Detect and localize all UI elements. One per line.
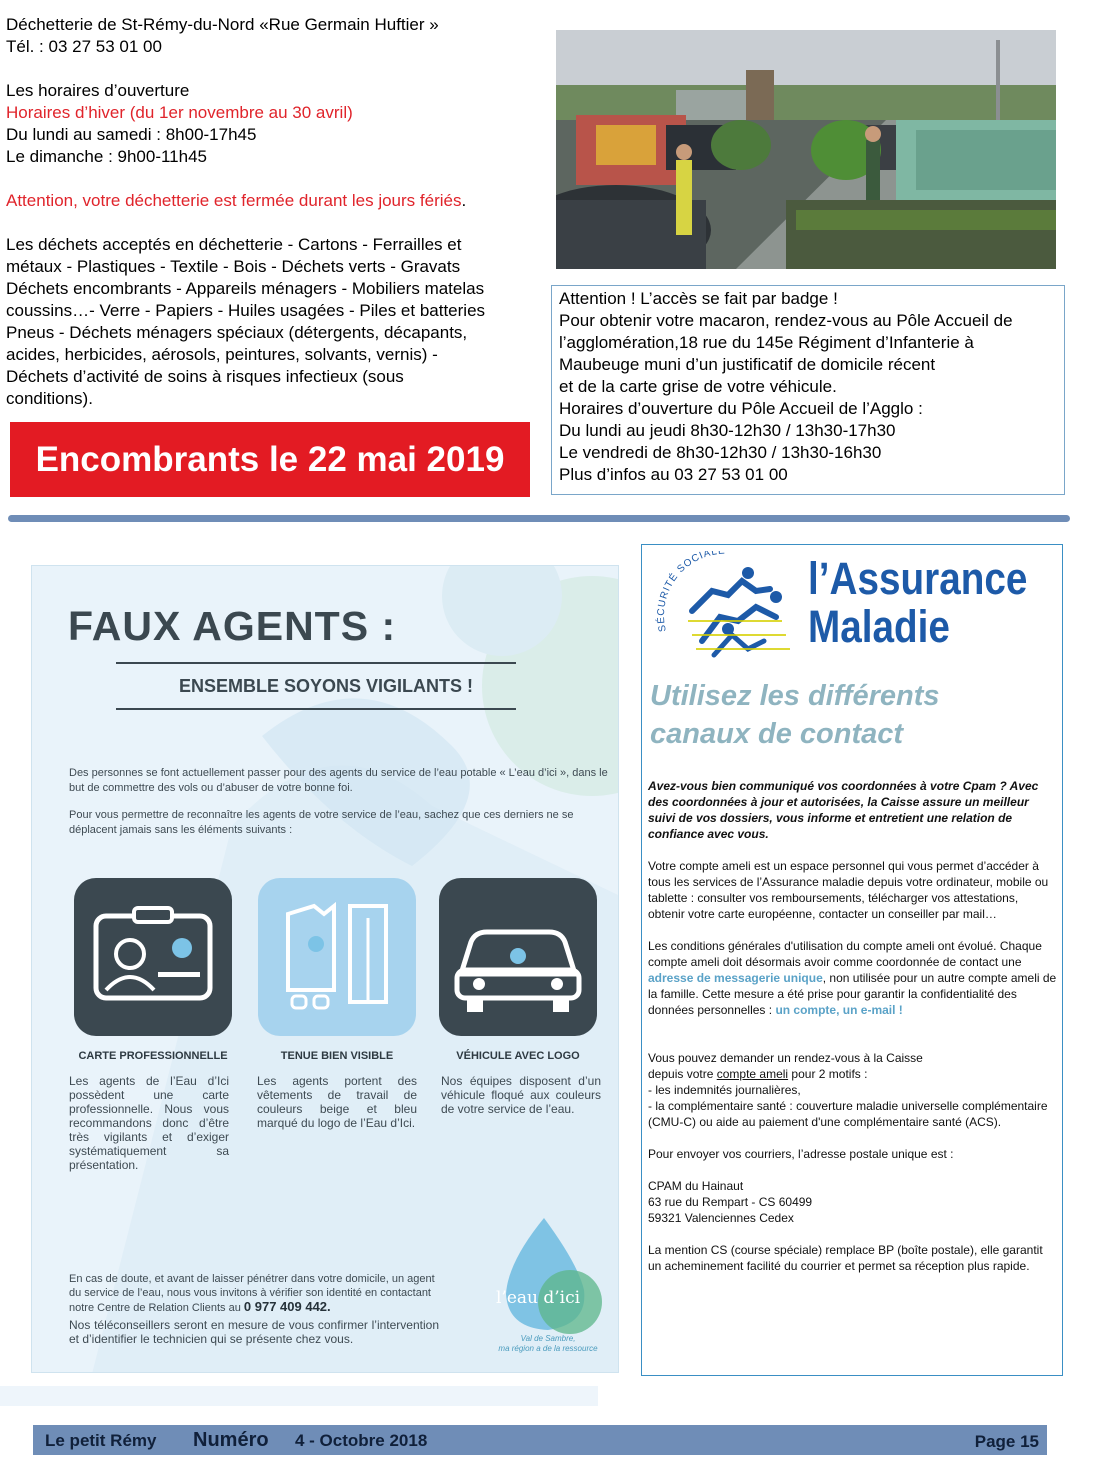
wordmark-line-1: l’Assurance [808, 553, 1028, 604]
ameli-para-3-item-2: - la complémentaire santé : couverture maladie universelle complémentaire (CMU-C) ou aide au paiement d'une complémentaire santé (ACS). [648, 1099, 1048, 1129]
id-card-icon [74, 878, 232, 1036]
dechetterie-section [6, 14, 546, 410]
badge-line: Maubeuge muni d’un justificatif de domicile récent [559, 355, 936, 374]
eau-dici-tagline-1: Val de Sambre, [520, 1334, 576, 1343]
emblem-arc-text: SÉCURITÉ SOCIALE [655, 551, 727, 633]
ameli-para-3c: pour 2 motifs : [788, 1067, 868, 1081]
clothing-icon [258, 878, 416, 1036]
dechetterie-phone: Tél. : 03 27 53 01 00 [6, 37, 162, 56]
ameli-para-3a: Vous pouvez demander un rendez-vous à la Caisse [648, 1051, 923, 1065]
ameli-para-2-a: Les conditions générales d'utilisation du compte ameli ont évolué. Chaque compte ameli doit désormais avoir comme coordonnée de contact une [648, 939, 1042, 969]
eau-dici-tagline-2: ma région a de la ressource [498, 1344, 598, 1353]
weekday-hours: Du lundi au samedi : 8h00-17h45 [6, 125, 257, 144]
badge-line: Horaires d’ouverture du Pôle Accueil de l’Agglo : [559, 399, 923, 418]
dechetterie-title: Déchetterie de St-Rémy-du-Nord «Rue Germain Huftier » [6, 15, 439, 34]
doubt-text [69, 1272, 439, 1315]
accepted-line: métaux - Plastiques - Textile - Bois - Déchets verts - Gravats [6, 257, 461, 276]
ameli-body [648, 778, 1058, 1274]
accepted-line: Déchets encombrants - Appareils ménagers - Mobiliers matelas [6, 279, 485, 298]
unique-email-link[interactable]: adresse de messagerie unique [648, 971, 823, 985]
ameli-para-4: Pour envoyer vos courriers, l’adresse postale unique est : [648, 1147, 954, 1161]
tile-desc-vehicle: Nos équipes disposent d’un véhicule floqué aux couleurs de votre service de l’eau. [441, 1074, 601, 1116]
ameli-para-2 [648, 938, 1058, 1018]
winter-hours: Horaires d’hiver (du 1er novembre au 30 avril) [6, 103, 353, 122]
ameli-para-5: La mention CS (course spéciale) remplace BP (boîte postale), elle garantit un acheminement facilité du courrier et permet sa réception plus rapide. [648, 1243, 1043, 1273]
accepted-line: coussins…- Verre - Papiers - Huiles usagées - Piles et batteries [6, 301, 486, 320]
tile-label-clothing: TENUE BIEN VISIBLE [280, 1050, 394, 1062]
holiday-warning-text: Attention, votre déchetterie est fermée durant les jours fériés [6, 191, 462, 210]
badge-line: et de la carte grise de votre véhicule. [559, 377, 837, 396]
faux-intro-1: Des personnes se font actuellement passer pour des agents du service de l’eau potable « L’eau d’ici », dans le but de commettre des vols ou d’abuser de votre bonne foi. [69, 767, 608, 794]
accepted-line: conditions). [6, 389, 93, 408]
running-figures-icon [652, 551, 802, 671]
publication-name: Le petit Rémy [45, 1431, 157, 1450]
faux-agents-title: FAUX AGENTS : [68, 603, 397, 649]
water-phone-number: 0 977 409 442. [243, 1299, 331, 1314]
address-line: 59321 Valenciennes Cedex [648, 1211, 794, 1225]
tile-desc-clothing: Les agents portent des vêtements de travail de couleurs beige et bleu marqué du logo de l’Eau d’Ici. [257, 1074, 417, 1130]
tile-label-card: CARTE PROFESSIONNELLE [78, 1050, 228, 1062]
one-account-one-email-link[interactable]: un compte, un e-mail ! [775, 1003, 903, 1017]
assurance-maladie-wordmark [808, 555, 1027, 651]
accepted-line: Déchets d’activité de soins à risques infectieux (sous [6, 367, 404, 386]
accepted-line: Pneus - Déchets ménagers spéciaux (détergents, décapants, [6, 323, 468, 342]
address-line: CPAM du Hainaut [648, 1179, 744, 1193]
accepted-line: Les déchets acceptés en déchetterie - Cartons - Ferrailles et [6, 235, 462, 254]
ameli-para-3-item-1: - les indemnités journalières, [648, 1083, 801, 1097]
badge-line: Attention ! L’accès se fait par badge ! [559, 289, 838, 308]
eau-dici-tagline [488, 1334, 608, 1354]
tile-desc-card: Les agents de l’Eau d’Ici possèdent une carte professionnelle. Nous vous recommandons donc d’être très vigilants et d’exiger systématiquement sa présentation. [69, 1074, 229, 1172]
subtitle-rule [116, 708, 516, 710]
ameli-intro: Avez-vous bien communiqué vos coordonnées à votre Cpam ? Avec des coordonnées à jour et autorisées, la Caisse assure un meilleur suivi de vos dossiers, vous informe et entretient une relation de confiance avec vous. [648, 779, 1039, 841]
page-number: Page 15 [974, 1432, 1039, 1451]
faux-agents-poster [31, 565, 619, 1373]
issue-word: Numéro [193, 1429, 269, 1451]
accepted-line: acides, herbicides, aérosols, peintures, solvants, vernis) - [6, 345, 438, 364]
holiday-warning-end: . [461, 191, 467, 210]
badge-line: Plus d’infos au 03 27 53 01 00 [559, 465, 788, 484]
advisors-text: Nos téléconseillers seront en mesure de vous confirmer l’intervention et d’identifier le technicien qui se présente chez vous. [69, 1318, 439, 1346]
issue-number: 4 - Octobre 2018 [295, 1431, 428, 1450]
page-footer [33, 1425, 1047, 1455]
encombrants-banner: Encombrants le 22 mai 2019 [10, 422, 530, 497]
faux-intro-2: Pour vous permettre de reconnaître les agents de votre service de l’eau, sachez que ces derniers ne se déplacent jamais sans les éléments suivants : [69, 809, 574, 836]
assurance-maladie-emblem [652, 551, 802, 671]
ameli-heading [650, 677, 940, 753]
address-line: 63 rue du Rempart - CS 60499 [648, 1195, 813, 1209]
badge-info-box [551, 285, 1065, 495]
hours-heading: Les horaires d’ouverture [6, 81, 190, 100]
badge-line: Du lundi au jeudi 8h30-12h30 / 13h30-17h30 [559, 421, 896, 440]
wordmark-line-2: Maladie [808, 601, 950, 652]
footer-strip [0, 1386, 598, 1406]
ameli-para-2-b: , non utilisée pour un autre compte ameli de la famille. Cette mesure a été prise pour garantir la confidentialité des données personnelles : [648, 971, 1057, 1017]
water-drop-icon [488, 1216, 608, 1336]
sunday-hours: Le dimanche : 9h00-11h45 [6, 147, 208, 166]
ameli-heading-line-1: Utilisez les différents [650, 680, 940, 712]
holiday-warning [6, 190, 546, 212]
vehicle-icon [439, 878, 597, 1036]
tile-label-vehicle: VÉHICULE AVEC LOGO [456, 1050, 580, 1062]
ameli-para-1: Votre compte ameli est un espace personnel qui vous permet d’accéder à tous les services de l’Assurance maladie depuis votre ordinateur, mobile ou tablette : consulter vos remboursements, télécharger vos attestations, obtenir votre carte européenne, contacter un conseiller par mail… [648, 859, 1049, 921]
eau-dici-logo-text: l’eau d’ici [496, 1288, 581, 1308]
faux-agents-subtitle: ENSEMBLE SOYONS VIGILANTS ! [178, 676, 474, 696]
dechetterie-photo [556, 30, 1056, 269]
badge-line: Pour obtenir votre macaron, rendez-vous au Pôle Accueil de [559, 311, 1013, 330]
ameli-para-3b [648, 1066, 1058, 1082]
section-divider [8, 515, 1070, 522]
assurance-maladie-box [641, 544, 1063, 1376]
photo-illustration [556, 30, 1056, 269]
doubt-text-body: En cas de doute, et avant de laisser pénétrer dans votre domicile, un agent du service de l’eau, nous vous invitons à vérifier son identité en contactant notre Centre de Relation Clients au [69, 1273, 435, 1314]
badge-line: Le vendredi de 8h30-12h30 / 13h30-16h30 [559, 443, 882, 462]
badge-line: l’agglomération,18 rue du 145e Régiment d’Infanterie à [559, 333, 974, 352]
ameli-heading-line-2: canaux de contact [650, 718, 904, 750]
ameli-para-3b-text: depuis votre [648, 1067, 717, 1081]
title-rule [116, 662, 516, 664]
eau-dici-logo [488, 1216, 608, 1356]
compte-ameli-link[interactable]: compte ameli [716, 1067, 789, 1081]
